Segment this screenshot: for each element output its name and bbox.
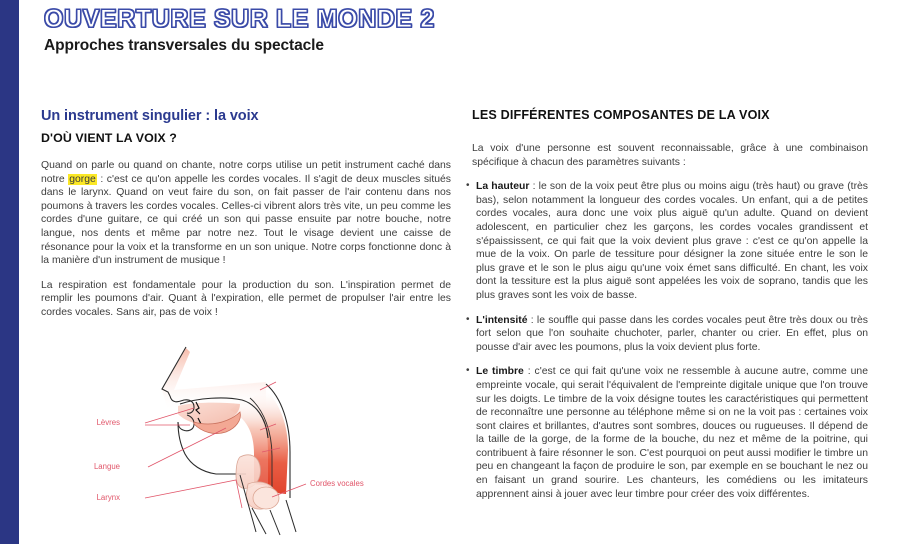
- list-item-intensite: [466, 314, 868, 355]
- page-title: OUVERTURE SUR LE MONDE 2: [44, 5, 435, 33]
- bullet-term-intensite: L'intensité: [476, 314, 528, 326]
- diagram-label-larynx: Larynx: [96, 493, 120, 502]
- bullet-term-hauteur: La hauteur: [476, 181, 530, 193]
- left-paragraph-1-part1: Quand on parle ou quand on chante, notre corps utilise un petit instrument caché dans notre: [41, 160, 451, 185]
- voice-parameters-list: [466, 180, 868, 501]
- trachea-line-4: [286, 500, 296, 532]
- page-subtitle: Approches transversales du spectacle: [44, 37, 324, 55]
- bullet-separator-intensite: :: [527, 314, 537, 326]
- list-item-timbre: [466, 365, 868, 501]
- bullet-term-timbre: Le timbre: [476, 366, 524, 378]
- page-header: [44, 6, 564, 55]
- list-item-hauteur: [466, 180, 868, 302]
- diagram-label-vocal-cords: Cordes vocales: [310, 479, 364, 488]
- bullet-separator-timbre: :: [523, 366, 535, 378]
- highlighted-term-gorge: gorge: [69, 173, 96, 185]
- bullet-text-intensite: le souffle qui passe dans les cordes vocales peut être très doux ou très fort selon que l'on souhaite chuchoter, parler, chanter ou crier. En effet, plus on pousse d'air avec les poumons, plus la voix devient plus forte.: [476, 314, 868, 353]
- bullet-separator-hauteur: :: [529, 181, 539, 193]
- left-paragraph-2: La respiration est fondamentale pour la production du son. L'inspiration permet de remplir les poumons d'air. Quant à l'expiration, elle permet de propulser l'air entre les cordes vocales. Sans air, pas de voix !: [41, 279, 451, 318]
- left-paragraph-1-part2: : c'est ce qu'on appelle les cordes vocales. Il s'agit de deux muscles situés dans le larynx. Quand on veut faire du son, on fait passer de l'air contenu dans nos poumons à travers les cordes vocales. Celles-ci vibrent alors très vite, un peu comme les cordes d'une guitare, ce qui créé un son qui passe ensuite par notre bouche, notre langue, nos dents et même par notre nez. Tout le visage devient une caisse de résonance pour la voix et la transforme en un son unique. Notre corps fonctionne donc à la manière d'un instrument de musique !: [41, 173, 451, 267]
- diagram-label-tongue: Langue: [93, 462, 120, 471]
- left-paragraph-1: [41, 159, 451, 268]
- left-margin-rule: [0, 0, 19, 544]
- trachea-line-3: [270, 510, 280, 535]
- left-section-heading: Un instrument singulier : la voix: [41, 108, 259, 124]
- leader-line-larynx: [145, 480, 242, 508]
- left-sub-heading: D'OÙ VIENT LA VOIX ?: [41, 131, 177, 145]
- bullet-text-timbre: c'est ce qui fait qu'une voix ne ressemble à aucune autre, comme une empreinte vocale, qui serait l'équivalent de l'empreinte digitale unique que l'on trouve sur les doigts. Le timbre de la voix désigne toutes les caractéristiques qui permettent de reconnaître une personne au téléphone même si on ne la voit pas : certaines voix sont claires et brillantes, d'autres sont sombres, douces ou rugueuses. Il dépend de la taille de la gorge, de la forme de la bouche, du nez et même de la poitrine, qui contribuent à faire résonner le son. C'est pourquoi on peut aussi modifier le timbre un peu en changeant la façon de produire le son, par exemple en se bouchant le nez ou en faisant un grand sourire. Les chanteurs, les comédiens ou les imitateurs apprennent ainsi à jouer avec leur timbre pour créer des voix différentes.: [476, 366, 868, 500]
- right-section-heading: LES DIFFÉRENTES COMPOSANTES DE LA VOIX: [472, 108, 770, 122]
- bullet-text-hauteur: le son de la voix peut être plus ou moins aigu (très haut) ou grave (très bas), selon notamment la longueur des cordes vocales. Un enfant, qui a de petites cordes vocales, aura donc une voix plus aiguë qu'un adulte. Quand on devient adolescent, en particulier chez les garçons, les cordes vocales grandissent et s'épaississent, ce qui fait que la voix devient plus grave : c'est ce qu'on appelle la mue de la voix. On parle de tessiture pour désigner la zone située entre le son le plus grave et le son le plus aigu qu'une voix émet sans difficulté. En chant, les voix dont la tessiture est la plus aiguë sont appelées les voix de soprano, tandis que les plus graves sont les voix de basse.: [476, 181, 869, 301]
- right-column: [466, 108, 868, 501]
- right-intro-paragraph: La voix d'une personne est souvent reconnaissable, grâce à une combinaison spécifique à chacun des paramètres suivants :: [472, 143, 868, 168]
- vocal-tract-diagram: [90, 332, 400, 540]
- diagram-label-lips: Lèvres: [96, 418, 120, 427]
- left-column: [41, 108, 451, 320]
- vocal-cords-shape: [253, 487, 279, 509]
- trachea-line-2: [252, 508, 266, 534]
- leader-line-tongue: [148, 428, 226, 467]
